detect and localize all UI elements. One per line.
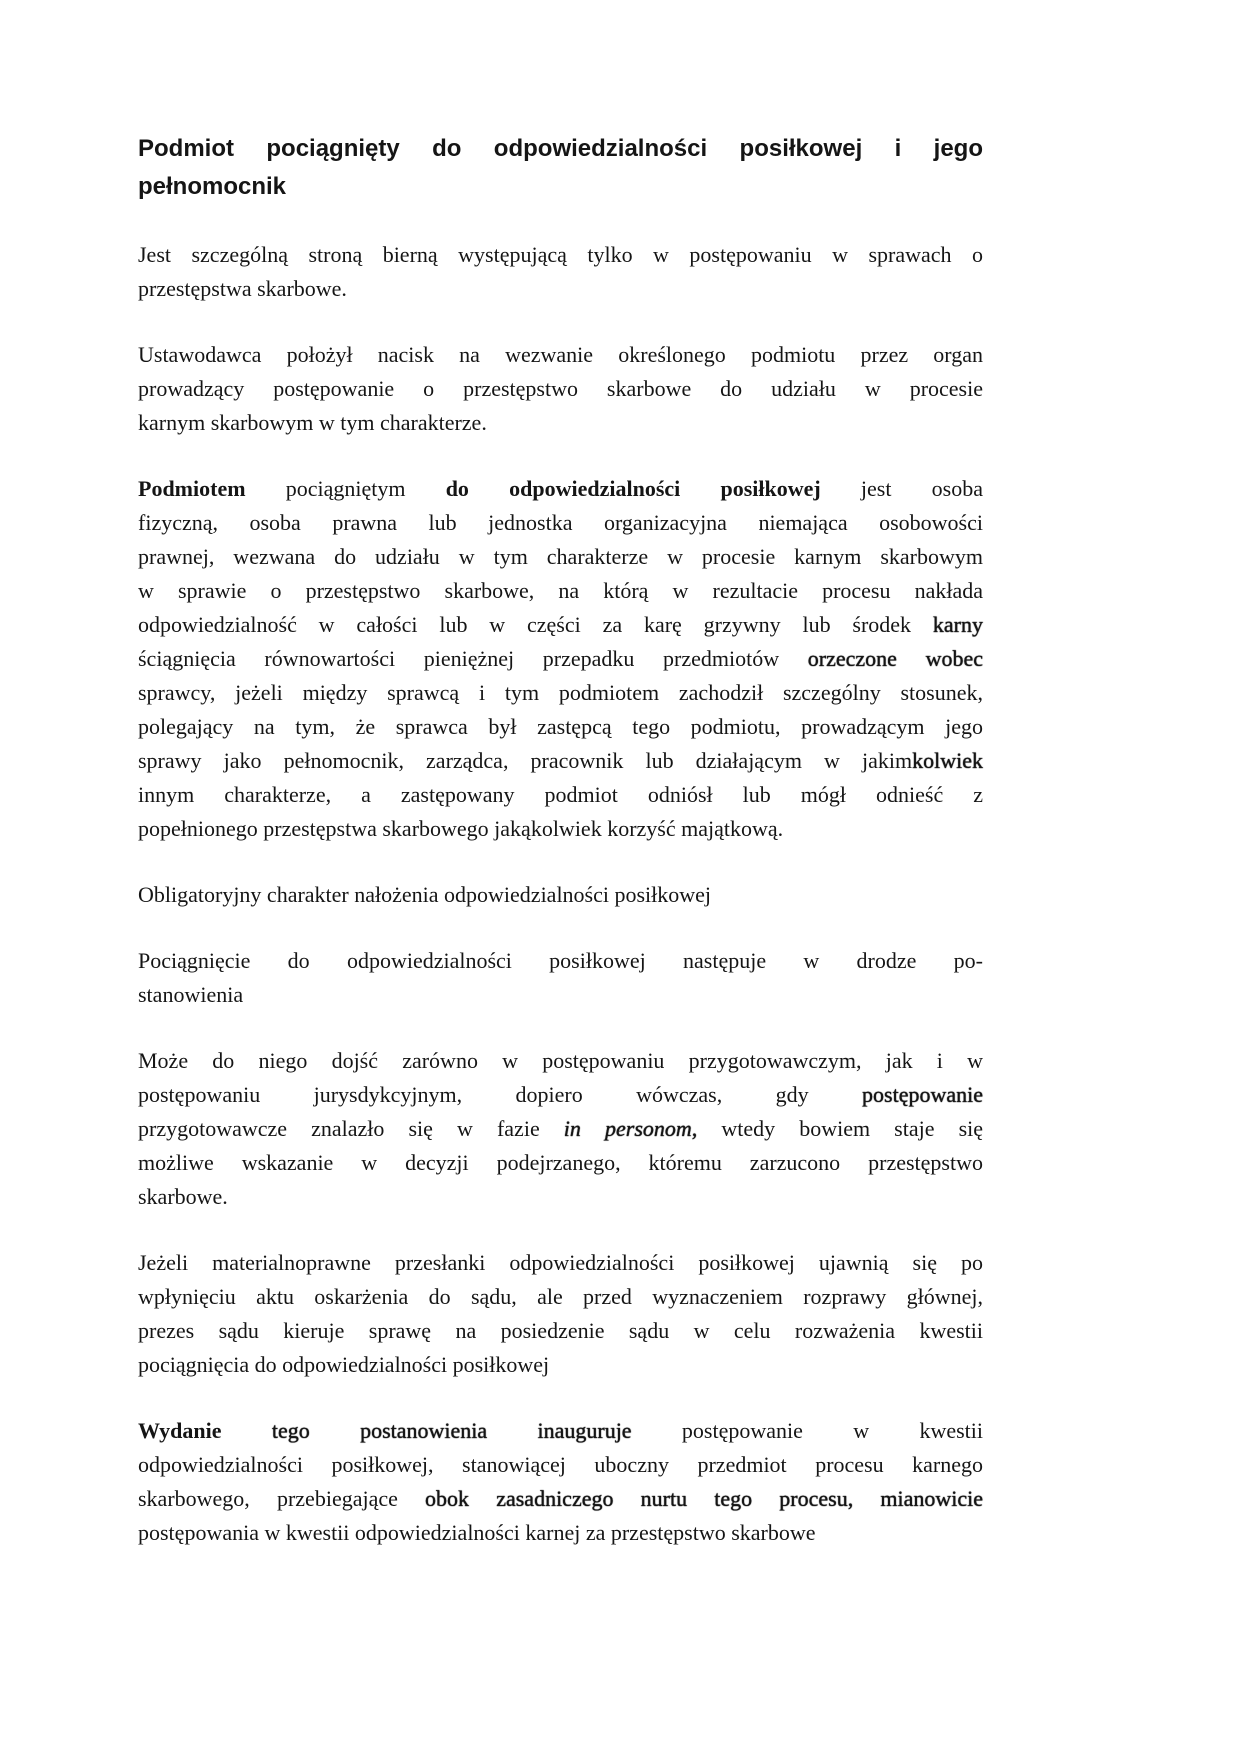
text-line: [138, 372, 983, 406]
text-run: Ustawodawca położył nacisk na wezwanie określonego podmiotu przez organ: [138, 342, 983, 367]
text-line: [138, 608, 983, 642]
text-run: pełnomocnik: [138, 173, 287, 200]
text-line: [138, 1246, 983, 1280]
text-line: [138, 1280, 983, 1314]
text-run: pociągnięcia do odpowiedzialności posiłkowej: [138, 1352, 550, 1377]
text-line: [138, 574, 983, 608]
text-run: prowadzący postępowanie o przestępstwo skarbowe do udziału w procesie: [138, 376, 983, 401]
text-line: [138, 1314, 983, 1348]
text-run: popełnionego przestępstwa skarbowego jakąkolwiek korzyść majątkową.: [138, 816, 784, 841]
paragraph: [138, 944, 983, 1012]
text-line: [138, 642, 983, 676]
text-run: wpłynięciu aktu oskarżenia do sądu, ale przed wyznaczeniem rozprawy głównej,: [138, 1284, 983, 1309]
text-run: postępowanie: [862, 1082, 983, 1107]
text-line: [138, 744, 983, 778]
text-line: [138, 812, 983, 846]
text-line: [138, 272, 983, 306]
text-line: [138, 944, 983, 978]
text-run: do odpowiedzialności posiłkowej: [445, 476, 821, 501]
text-line: [138, 540, 983, 574]
text-line: [138, 338, 983, 372]
text-run: sprawcy, jeżeli między sprawcą i tym podmiotem zachodził szczególny stosunek,: [138, 680, 983, 705]
text-run: karnym skarbowym w tym charakterze.: [138, 410, 487, 435]
text-run: innym charakterze, a zastępowany podmiot odniósł lub mógł odnieść z: [138, 782, 983, 807]
text-run: wtedy bowiem staje się: [697, 1116, 984, 1141]
text-line: [138, 130, 983, 168]
paragraph: [138, 238, 983, 306]
paragraph: [138, 472, 983, 846]
paragraph: [138, 1246, 983, 1382]
text-run: Obligatoryjny charakter nałożenia odpowiedzialności posiłkowej: [138, 882, 712, 907]
text-run: ściągnięcia równowartości pieniężnej przepadku przedmiotów: [138, 646, 808, 671]
text-run: tego postanowienia inauguruje: [221, 1418, 632, 1443]
paragraph: [138, 1044, 983, 1214]
text-run: przestępstwa skarbowe.: [138, 276, 347, 301]
text-line: [138, 168, 983, 206]
text-line: [138, 676, 983, 710]
paragraph: [138, 1414, 983, 1550]
text-run: odpowiedzialności posiłkowej, stanowiącej uboczny przedmiot procesu karnego: [138, 1452, 983, 1477]
text-run: prawnej, wezwana do udziału w tym charakterze w procesie karnym skarbowym: [138, 544, 983, 569]
text-run: in personom,: [563, 1116, 698, 1141]
text-content: [138, 130, 983, 1582]
paragraph: [138, 878, 983, 912]
text-run: postępowaniu jurysdykcyjnym, dopiero wówczas, gdy: [138, 1082, 863, 1107]
text-run: polegający na tym, że sprawca był zastępcą tego podmiotu, prowadzącym jego: [138, 714, 983, 739]
text-run: prezes sądu kieruje sprawę na posiedzenie sądu w celu rozważenia kwestii: [138, 1318, 983, 1343]
text-line: [138, 506, 983, 540]
text-run: odpowiedzialność w całości lub w części za karę grzywny lub środek: [138, 612, 933, 637]
text-run: przygotowawcze znalazło się w fazie: [138, 1116, 564, 1141]
paragraph: [138, 338, 983, 440]
text-run: pociągniętym: [245, 476, 446, 501]
text-run: sprawy jako pełnomocnik, zarządca, pracownik lub działającym w jakim: [138, 748, 913, 773]
text-line: [138, 1078, 983, 1112]
text-line: [138, 406, 983, 440]
text-run: karny: [932, 612, 983, 637]
text-line: [138, 1112, 983, 1146]
text-line: [138, 1044, 983, 1078]
text-line: [138, 1448, 983, 1482]
text-run: jest osoba: [820, 476, 983, 501]
text-run: postępowanie w kwestii: [631, 1418, 983, 1443]
text-run: Może do niego dojść zarówno w postępowaniu przygotowawczym, jak i w: [138, 1048, 983, 1073]
text-line: [138, 710, 983, 744]
text-run: Pociągnięcie do odpowiedzialności posiłkowej następuje w drodze po-: [138, 948, 983, 973]
text-line: [138, 238, 983, 272]
text-line: [138, 978, 983, 1012]
document-heading: [138, 130, 983, 206]
text-line: [138, 1180, 983, 1214]
text-run: skarbowego, przebiegające: [138, 1486, 426, 1511]
text-run: stanowienia: [138, 982, 244, 1007]
text-line: [138, 472, 983, 506]
text-run: możliwe wskazanie w decyzji podejrzanego, któremu zarzucono przestępstwo: [138, 1150, 983, 1175]
text-run: orzeczone wobec: [807, 646, 983, 671]
text-run: Jeżeli materialnoprawne przesłanki odpowiedzialności posiłkowej ujawnią się po: [138, 1250, 983, 1275]
text-line: [138, 878, 983, 912]
text-line: [138, 1516, 983, 1550]
text-line: [138, 1482, 983, 1516]
text-run: Wydanie: [138, 1418, 222, 1443]
text-run: fizyczną, osoba prawna lub jednostka organizacyjna niemająca osobowości: [138, 510, 983, 535]
text-run: Podmiot pociągnięty do odpowiedzialności posiłkowej i jego: [138, 135, 983, 162]
text-line: [138, 1348, 983, 1382]
text-run: skarbowe.: [138, 1184, 228, 1209]
text-line: [138, 1414, 983, 1448]
text-run: Podmiotem: [138, 476, 246, 501]
text-line: [138, 1146, 983, 1180]
text-line: [138, 778, 983, 812]
text-run: obok zasadniczego nurtu tego procesu, mianowicie: [425, 1486, 983, 1511]
text-run: kolwiek: [912, 748, 983, 773]
text-run: postępowania w kwestii odpowiedzialności karnej za przestępstwo skarbowe: [138, 1520, 816, 1545]
text-run: Jest szczególną stroną bierną występującą tylko w postępowaniu w sprawach o: [138, 242, 983, 267]
text-run: w sprawie o przestępstwo skarbowe, na którą w rezultacie procesu nakłada: [138, 578, 983, 603]
